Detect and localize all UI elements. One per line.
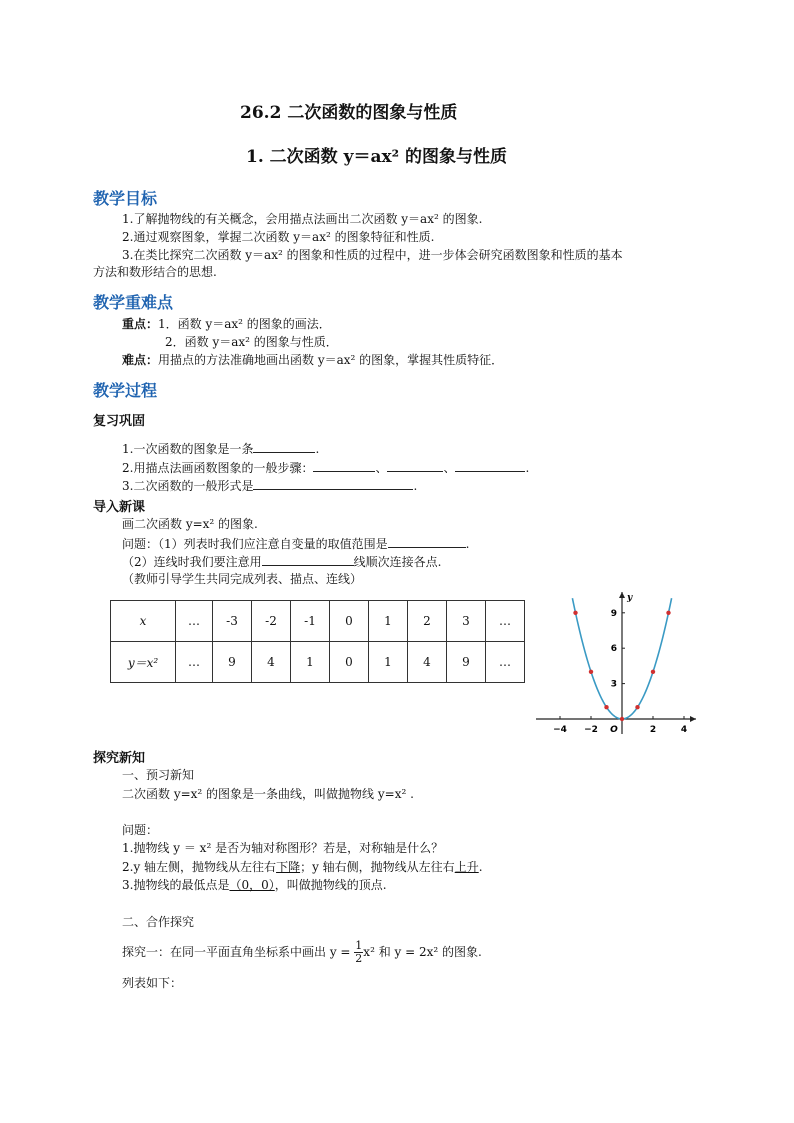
q3-answer: （0，0）: [229, 878, 275, 892]
review-q2-text: 2.用描点法画函数图象的一般步骤：: [122, 461, 314, 475]
x-tick-label: 2: [649, 725, 657, 735]
blank: [455, 459, 525, 472]
intro-line-3b: 线顺次连接各点.: [353, 555, 442, 569]
review-q3: 3.二次函数的一般形式是 .: [122, 479, 418, 493]
list-label: 列表如下：: [122, 976, 183, 990]
table-cell: 3: [447, 601, 486, 642]
blank: [262, 553, 354, 566]
inquiry-one: [122, 938, 482, 966]
data-point: [589, 670, 593, 674]
key-point-1: [122, 316, 331, 332]
table-cell: 1: [369, 642, 408, 683]
data-point: [635, 705, 639, 709]
table-cell: 9: [447, 642, 486, 683]
goals-heading: 教学目标: [93, 189, 158, 208]
table-cell: 1: [291, 642, 330, 683]
value-table: [110, 600, 525, 683]
intro-line-2-text: 问题：（1）列表时我们应注意自变量的取值范围是: [122, 537, 388, 551]
q3-part: 3.抛物线的最低点是: [122, 878, 230, 892]
intro-line-4: （教师引导学生共同完成列表、描点、连线）: [122, 572, 363, 586]
explore-q3: [122, 877, 387, 893]
x-tick-label: −2: [584, 725, 598, 735]
data-point: [620, 717, 624, 721]
q2-part: ；y 轴右侧，抛物线从左往右: [300, 860, 455, 874]
q3-part: ，叫做抛物线的顶点.: [274, 878, 387, 892]
table-cell: 2: [408, 601, 447, 642]
explore-part1-text: 二次函数 y=x² 的图象是一条曲线，叫做抛物线 y=x² .: [122, 787, 414, 801]
blank: [253, 477, 413, 490]
table-cell: …: [486, 601, 525, 642]
explore-q1: 1.抛物线 y ＝ x² 是否为轴对称图形？若是，对称轴是什么？: [122, 841, 444, 855]
intro-heading: 导入新课: [93, 500, 146, 515]
blank: [313, 459, 375, 472]
intro-line-3a: （2）连线时我们要注意用: [122, 555, 262, 569]
data-point: [651, 670, 655, 674]
table-cell: …: [176, 601, 213, 642]
x-tick-label: 4: [680, 725, 688, 735]
inquiry-text-a: 探究一：在同一平面直角坐标系中画出 y =: [122, 945, 351, 959]
fraction-numerator: 1: [355, 939, 363, 952]
table-cell: -3: [213, 601, 252, 642]
explore-q2: [122, 859, 483, 875]
q2-answer-2: 上升: [454, 860, 479, 874]
explore-part2-heading: 二、合作探究: [122, 915, 195, 929]
review-q2: 2.用描点法画函数图象的一般步骤： 、 、 .: [122, 461, 530, 475]
table-cell: …: [486, 642, 525, 683]
review-heading: 复习巩固: [93, 414, 146, 429]
fraction-denominator: 2: [355, 952, 363, 965]
page-subtitle: 1. 二次函数 y＝ax² 的图象与性质: [246, 147, 507, 167]
goal-item-2: 2.通过观察图象，掌握二次函数 y＝ax² 的图象特征和性质.: [122, 230, 435, 244]
keypoints-heading: 教学重难点: [93, 293, 174, 312]
key-label: 重点：: [122, 317, 159, 331]
table-row-y: [111, 642, 525, 683]
table-cell: 0: [330, 642, 369, 683]
table-cell: -1: [291, 601, 330, 642]
q2-part: y 轴左侧，抛物线从左往右: [133, 860, 277, 874]
table-row-x: [111, 601, 525, 642]
table-cell: -2: [252, 601, 291, 642]
table-cell: x: [111, 601, 176, 642]
fraction-one-half: [354, 940, 363, 965]
review-q3-text: 3.二次函数的一般形式是: [122, 479, 254, 493]
intro-line-1: 画二次函数 y=x² 的图象.: [122, 517, 258, 531]
review-q1: 1.一次函数的图象是一条 .: [122, 442, 320, 456]
table-cell: 4: [252, 642, 291, 683]
page-title: 26.2 二次函数的图象与性质: [240, 103, 458, 123]
data-point: [604, 705, 608, 709]
review-q1-text: 1.一次函数的图象是一条: [122, 442, 254, 456]
explore-heading: 探究新知: [93, 751, 146, 766]
x-tick-label: O: [610, 725, 618, 735]
diff-label: 难点：: [122, 353, 159, 367]
key-point-2: 2．函数 y＝ax² 的图象与性质．: [165, 335, 338, 349]
parabola-chart: [532, 588, 702, 738]
inquiry-text-b: x² 和 y = 2x² 的图象.: [363, 945, 482, 959]
data-point: [573, 611, 577, 615]
goal-item-3-cont: 方法和数形结合的思想.: [93, 265, 217, 279]
table-cell: 4: [408, 642, 447, 683]
q2-part: .: [478, 860, 483, 874]
q2-part: 2.: [122, 860, 134, 874]
y-axis-arrow: [619, 592, 625, 598]
data-point: [666, 611, 670, 615]
table-cell: y＝x²: [111, 642, 176, 683]
table-cell: 9: [213, 642, 252, 683]
x-tick-label: −4: [553, 725, 567, 735]
key-text-1: 1．函数 y＝ax² 的图象的画法．: [158, 317, 331, 331]
diff-text: 用描点的方法准确地画出函数 y＝ax² 的图象，掌握其性质特征．: [158, 353, 504, 367]
intro-line-2: 问题：（1）列表时我们应注意自变量的取值范围是 .: [122, 537, 470, 551]
x-axis-arrow: [690, 716, 696, 722]
table-cell: …: [176, 642, 213, 683]
table-cell: 0: [330, 601, 369, 642]
blank: [253, 440, 315, 453]
explore-part1-heading: 一、预习新知: [122, 768, 195, 782]
process-heading: 教学过程: [93, 381, 158, 400]
y-axis-label: y: [627, 593, 633, 603]
blank: [387, 459, 443, 472]
y-tick-label: 6: [610, 644, 617, 655]
y-tick-label: 9: [610, 608, 617, 619]
q2-answer-1: 下降: [276, 860, 301, 874]
explore-question-label: 问题：: [122, 823, 159, 837]
goal-item-1: 1.了解抛物线的有关概念，会用描点法画出二次函数 y＝ax² 的图象.: [122, 212, 483, 226]
blank: [388, 535, 466, 548]
intro-line-3: [122, 553, 441, 570]
y-tick-label: 3: [610, 679, 617, 690]
table-cell: 1: [369, 601, 408, 642]
difficulty: [122, 352, 503, 368]
goal-item-3: 3.在类比探究二次函数 y＝ax² 的图象和性质的过程中，进一步体会研究函数图象和性质的基本: [122, 248, 623, 262]
